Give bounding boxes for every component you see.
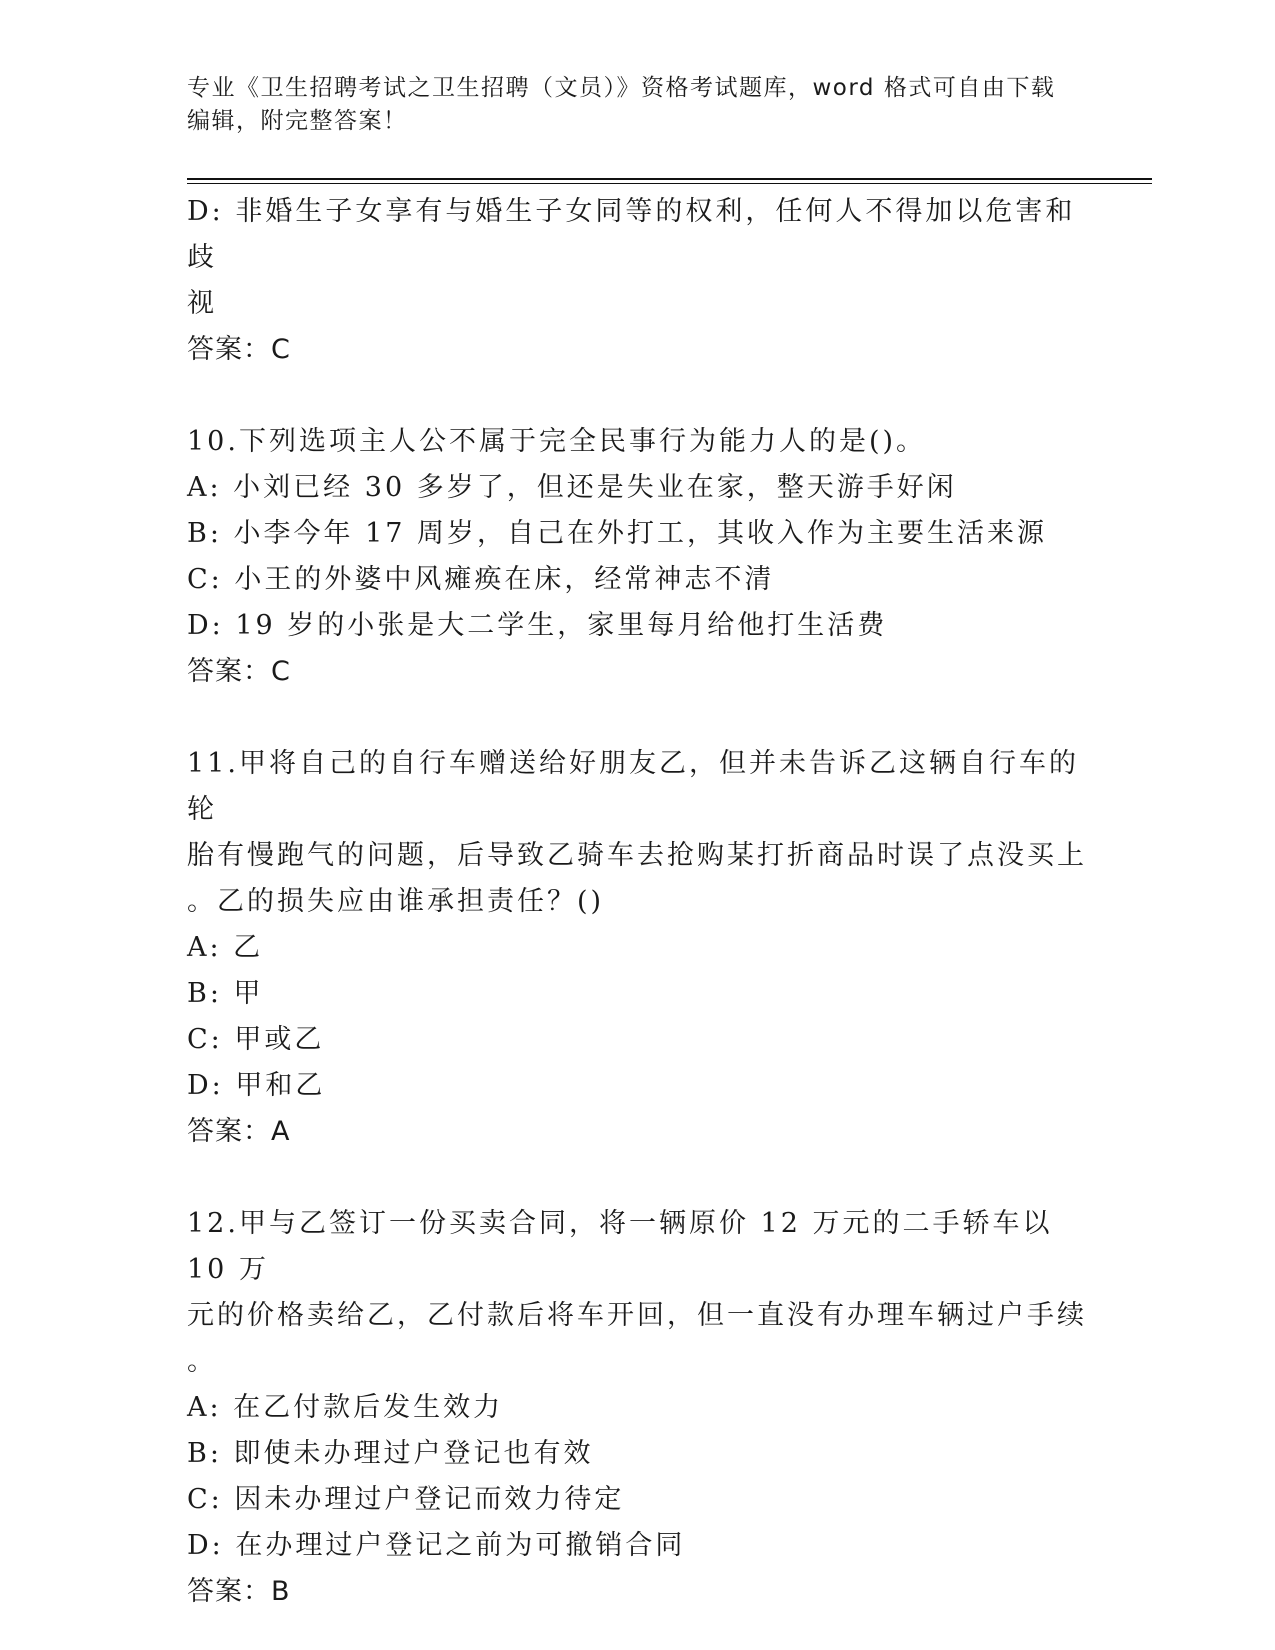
option-d: D: 19 岁的小张是大二学生，家里每月给他打生活费 [187,610,888,641]
spacer [187,373,1087,419]
option-d: D: 非婚生子女享有与婚生子女同等的权利，任何人不得加以危害和歧 [187,196,1076,273]
question-stem-continued: 元的价格卖给乙，乙付款后将车开回，但一直没有办理车辆过户手续 [187,1300,1087,1331]
header-line: 专业《卫生招聘考试之卫生招聘（文员）》资格考试题库，word 格式可自由下载 [187,75,1056,101]
question-stem-continued: 胎有慢跑气的问题，后导致乙骑车去抢购某打折商品时误了点没买上 [187,840,1087,871]
option-d-continued: 视 [187,288,217,319]
spacer [187,1155,1087,1201]
previous-question-tail [187,189,1087,373]
answer-label: 答案：A [187,1116,291,1147]
option-a: A: 小刘已经 30 多岁了，但还是失业在家，整天游手好闲 [187,472,957,503]
question-10 [187,419,1087,695]
answer-label: 答案：C [187,334,291,365]
question-12 [187,1201,1087,1615]
option-b: B: 小李今年 17 周岁，自己在外打工，其收入作为主要生活来源 [187,518,1048,549]
document-body [187,189,1087,1615]
option-a: A: 在乙付款后发生效力 [187,1392,504,1423]
question-stem: 12.甲与乙签订一份买卖合同，将一辆原价 12 万元的二手轿车以 10 万 [187,1208,1065,1285]
option-d: D: 在办理过户登记之前为可撤销合同 [187,1530,686,1561]
header-divider [187,178,1152,180]
question-stem-continued: 。 [187,1346,217,1377]
answer-label: 答案：B [187,1576,291,1607]
option-c: C: 小王的外婆中风瘫痪在床，经常神志不清 [187,564,775,595]
option-c: C: 甲或乙 [187,1024,325,1055]
option-b: B: 甲 [187,978,264,1009]
question-11 [187,741,1087,1155]
header-line: 编辑，附完整答案！ [187,108,408,134]
option-d: D: 甲和乙 [187,1070,326,1101]
question-stem-continued: 。乙的损失应由谁承担责任？() [187,886,605,917]
spacer [187,695,1087,741]
question-stem: 10.下列选项主人公不属于完全民事行为能力人的是()。 [187,426,927,457]
question-stem: 11.甲将自己的自行车赠送给好朋友乙，但并未告诉乙这辆自行车的轮 [187,748,1079,825]
option-b: B: 即使未办理过户登记也有效 [187,1438,594,1469]
option-c: C: 因未办理过户登记而效力待定 [187,1484,625,1515]
document-header [187,72,1067,138]
answer-label: 答案：C [187,656,291,687]
header-divider-thin [187,183,1152,184]
option-a: A: 乙 [187,932,264,963]
